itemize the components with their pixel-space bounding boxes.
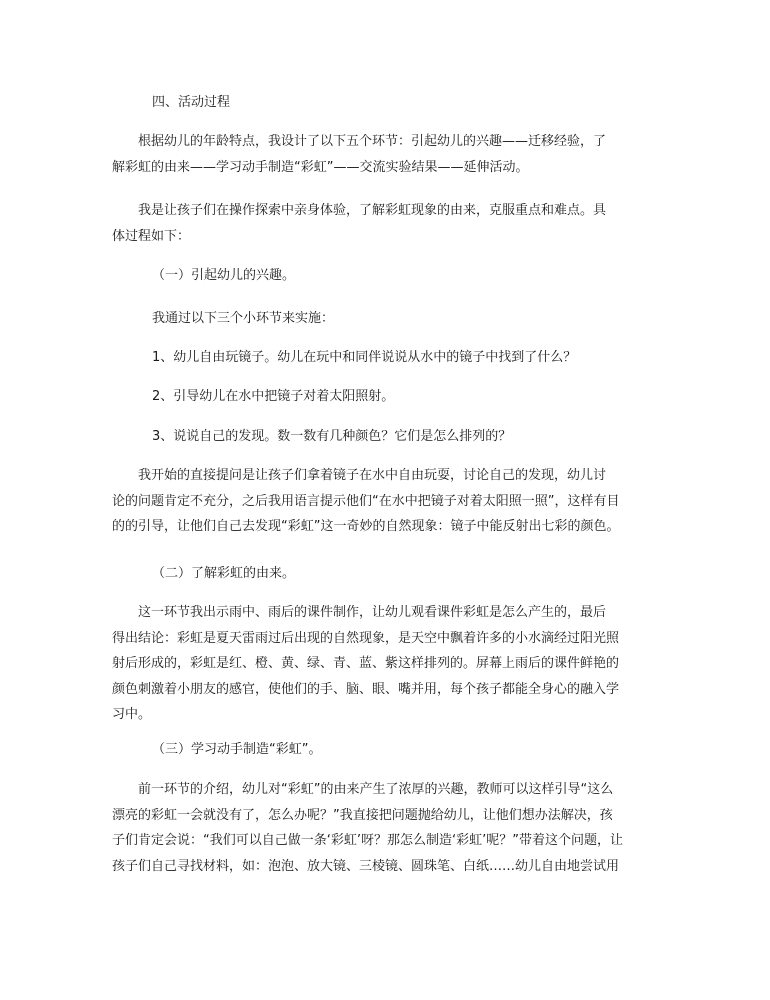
body-line: 这一环节我出示雨中、雨后的课件制作，让幼儿观看课件彩虹是怎么产生的，最后 — [112, 605, 607, 620]
part1-body — [112, 463, 660, 540]
body-line: 得出结论：彩虹是夏天雷雨过后出现的自然现象，是天空中飘着许多的小水滴经过阳光照 — [112, 630, 620, 646]
intro-line: 根据幼儿的年龄特点，我设计了以下五个环节：引起幼儿的兴趣——迁移经验，了 — [112, 134, 607, 149]
part3-body — [112, 777, 660, 879]
body-line: 子们肯定会说：“我们可以自己做一条‘彩虹’呀？那怎么制造‘彩虹’呢？”带着这个问题，让 — [112, 833, 623, 848]
part2-heading: （二）了解彩虹的由来。 — [152, 566, 296, 581]
body-line: 颜色刺激着小朋友的感官，使他们的手、脑、眼、嘴并用，每个孩子都能全身心的融入学 — [112, 681, 620, 697]
body-line: 的的引导，让他们自己去发现“彩虹”这一奇妙的自然现象：镜子中能反射出七彩的颜色。 — [112, 519, 620, 534]
part2-body — [112, 600, 660, 728]
step-item: 2、引导幼儿在水中把镜子对着太阳照射。 — [152, 389, 395, 404]
method-paragraph — [112, 198, 660, 249]
body-line: 孩子们自己寻找材料，如：泡泡、放大镜、三棱镜、圆珠笔、白纸……幼儿自由地尝试用 — [112, 858, 620, 874]
method-line: 体过程如下： — [112, 228, 191, 244]
method-line: 我是让孩子们在操作探索中亲身体验，了解彩虹现象的由来，克服重点和难点。具 — [112, 203, 607, 218]
part3-heading: （三）学习动手制造“彩虹”。 — [152, 742, 322, 757]
intro-line: 解彩虹的由来——学习动手制造“彩虹”——交流实验结果——延伸活动。 — [112, 159, 529, 175]
body-line: 论的问题肯定不充分，之后我用语言提示他们“在水中把镜子对着太阳照一照”，这样有目 — [112, 493, 620, 509]
intro-paragraph — [112, 129, 660, 180]
body-line: 我开始的直接提问是让孩子们拿着镜子在水中自由玩耍，讨论自己的发现，幼儿讨 — [112, 468, 607, 483]
body-line: 前一环节的介绍，幼儿对“彩虹”的由来产生了浓厚的兴趣，教师可以这样引导“这么 — [112, 782, 614, 797]
step-item: 1、幼儿自由玩镜子。幼儿在玩中和同伴说说从水中的镜子中找到了什么？ — [152, 350, 577, 365]
body-line: 习中。 — [112, 707, 152, 722]
body-line: 射后形成的，彩虹是红、橙、黄、绿、青、蓝、紫这样排列的。屏幕上雨后的课件鲜艳的 — [112, 656, 620, 671]
section-title: 四、活动过程 — [152, 95, 231, 110]
step-item: 3、说说自己的发现。数一数有几种颜色？它们是怎么排列的？ — [152, 429, 512, 444]
body-line: 漂亮的彩虹一会就没有了，怎么办呢？”我直接把问题抛给幼儿，让他们想办法解决，孩 — [112, 807, 613, 823]
part1-heading: （一）引起幼儿的兴趣。 — [152, 268, 296, 283]
part1-lead: 我通过以下三个小环节来实施： — [152, 311, 335, 326]
